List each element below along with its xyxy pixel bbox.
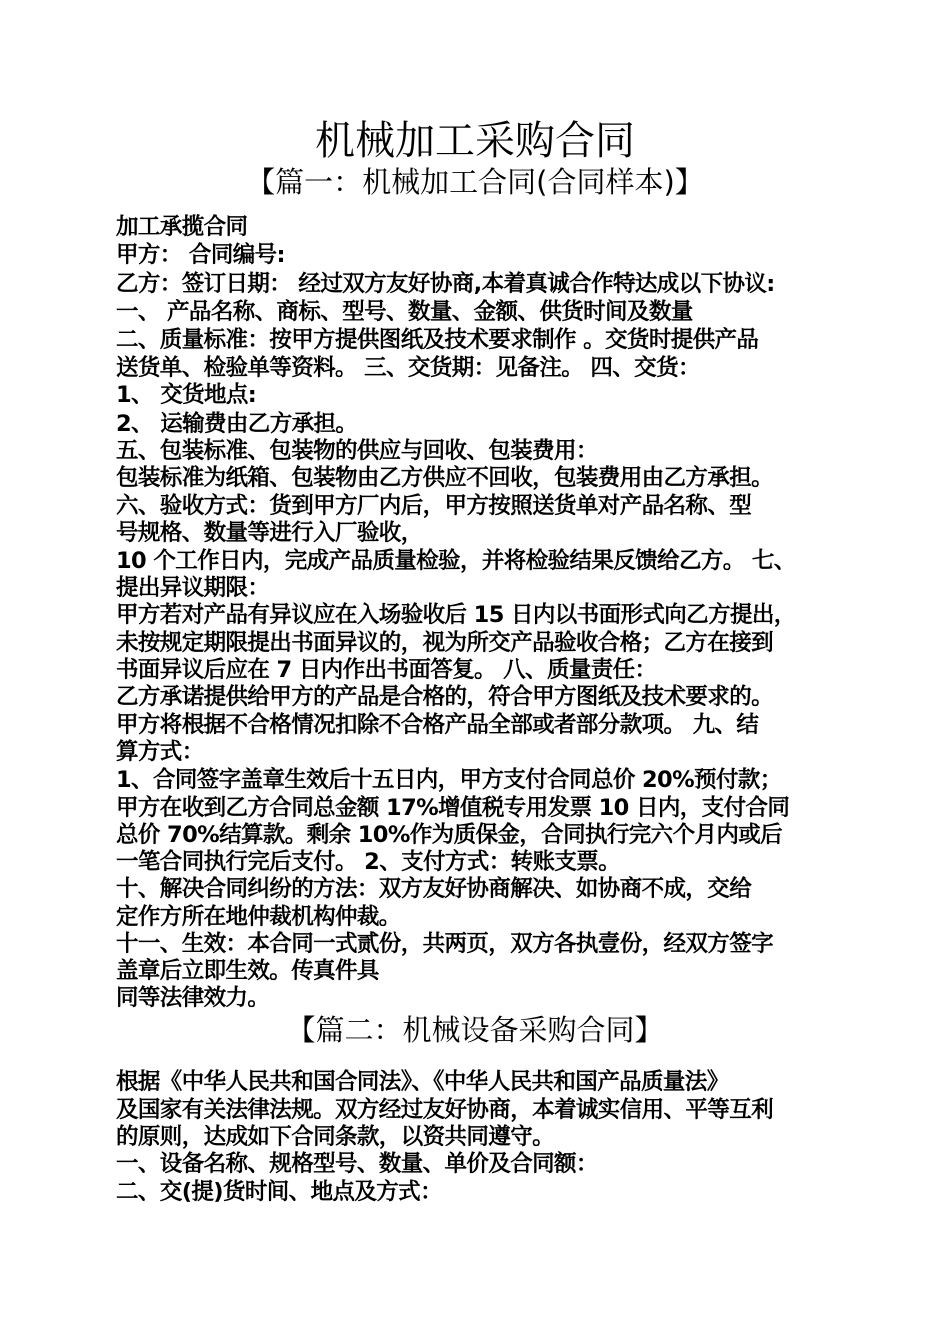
text-line: 1、合同签字盖章生效后十五日内，甲方支付合同总价 20%预付款； bbox=[116, 767, 782, 793]
text-line: 二、质量标准：按甲方提供图纸及技术要求制作 。交货时提供产品 bbox=[116, 327, 759, 353]
text-line: 的原则，达成如下合同条款，以资共同遵守。 bbox=[116, 1124, 555, 1150]
text-line: 未按规定期限提出书面异议的，视为所交产品验收合格；乙方在接到 bbox=[116, 630, 774, 656]
text-line: 十、解决合同纠纷的方法：双方友好协商解决、如协商不成，交给 bbox=[116, 876, 752, 902]
text-line: 书面异议后应在 7 日内作出书面答复。 八、质量责任： bbox=[116, 657, 657, 683]
text-line: 甲方若对产品有异议应在入场验收后 15 日内以书面形式向乙方提出， bbox=[116, 602, 796, 628]
text-line: 同等法律效力。 bbox=[116, 985, 270, 1011]
text-line: 甲方： 合同编号: bbox=[116, 242, 285, 268]
text-line: 算方式： bbox=[116, 739, 204, 765]
text-line: 六、验收方式：货到甲方厂内后，甲方按照送货单对产品名称、型 bbox=[116, 493, 752, 519]
text-line: 2、 运输费由乙方承担。 bbox=[116, 411, 358, 437]
text-line: 乙方：签订日期： 经过双方友好协商,本着真诚合作特达成以下协议: bbox=[116, 271, 775, 297]
part2-heading: 【篇二：机械设备采购合同】 bbox=[286, 1013, 664, 1047]
text-line: 号规格、数量等进行入厂验收， bbox=[116, 520, 423, 546]
text-line: 二、交(提)货时间、地点及方式： bbox=[116, 1179, 442, 1205]
text-line: 送货单、检验单等资料。 三、交货期：见备注。 四、交货： bbox=[116, 355, 700, 381]
text-line: 乙方承诺提供给甲方的产品是合格的，符合甲方图纸及技术要求的。 bbox=[116, 684, 774, 710]
text-line: 一、设备名称、规格型号、数量、单价及合同额： bbox=[116, 1151, 598, 1177]
text-line: 包装标准为纸箱、包装物由乙方供应不回收，包装费用由乙方承担。 bbox=[116, 465, 774, 491]
text-line: 五、包装标准、包装物的供应与回收、包装费用： bbox=[116, 438, 598, 464]
text-line: 盖章后立即生效。传真件具 bbox=[116, 958, 379, 984]
text-line: 根据《中华人民共和国合同法》、《中华人民共和国产品质量法》 bbox=[116, 1069, 729, 1095]
document-title: 机械加工采购合同 bbox=[315, 118, 635, 164]
text-line: 甲方在收到乙方合同总金额 17%增值税专用发票 10 日内，支付合同 bbox=[116, 795, 790, 821]
text-line: 十一、生效：本合同一式贰份，共两页，双方各执壹份，经双方签字 bbox=[116, 931, 774, 957]
text-line: 10 个工作日内，完成产品质量检验，并将检验结果反馈给乙方。 七、 bbox=[116, 548, 796, 574]
text-line: 及国家有关法律法规。双方经过友好协商，本着诚实信用、平等互利 bbox=[116, 1097, 774, 1123]
text-line: 甲方将根据不合格情况扣除不合格产品全部或者部分款项。 九、结 bbox=[116, 712, 759, 738]
part1-heading: 【篇一：机械加工合同(合同样本)】 bbox=[246, 165, 704, 199]
text-line: 定作方所在地仲裁机构仲裁。 bbox=[116, 904, 401, 930]
text-line: 提出异议期限： bbox=[116, 575, 270, 601]
text-line: 加工承揽合同 bbox=[116, 214, 248, 240]
text-line: 一笔合同执行完后支付。 2、支付方式：转账支票。 bbox=[116, 849, 621, 875]
text-line: 总价 70%结算款。剩余 10%作为质保金，合同执行完六个月内或后 bbox=[116, 822, 783, 848]
text-line: 1、 交货地点: bbox=[116, 382, 257, 408]
text-line: 一、 产品名称、商标、型号、数量、金额、供货时间及数量 bbox=[116, 299, 693, 325]
